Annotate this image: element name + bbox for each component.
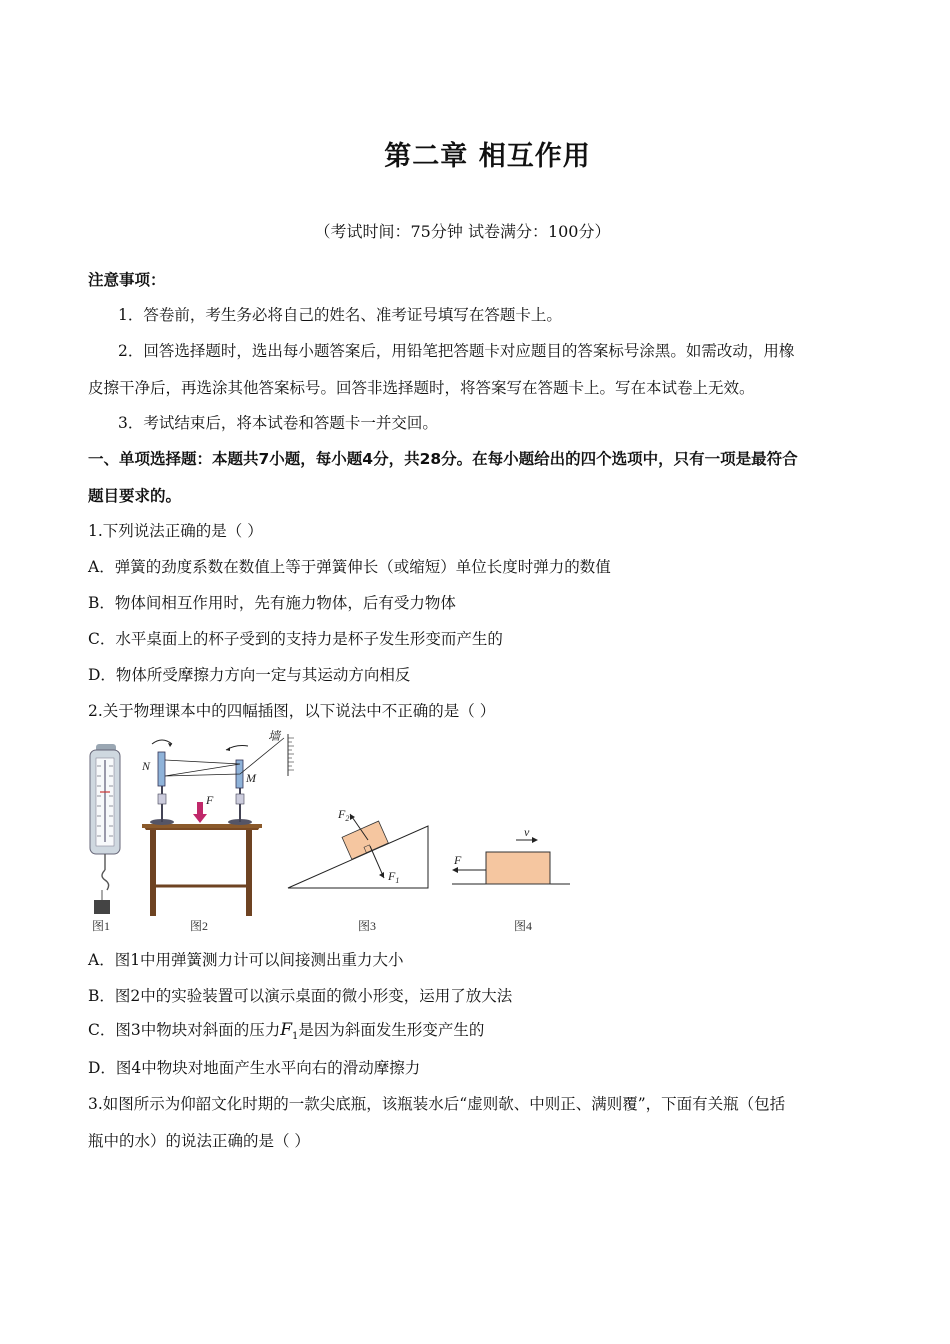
section-heading-line1: 一、单项选择题：本题共7小题，每小题4分，共28分。在每小题给出的四个选项中，只有一项是最符合 bbox=[88, 450, 798, 468]
figure-caption-3: 图3 bbox=[358, 919, 377, 933]
incline-drawing bbox=[288, 814, 428, 888]
exam-info: （考试时间：75分钟 试卷满分：100分） bbox=[314, 222, 611, 241]
q1-option-c: C．水平桌面上的杯子受到的支持力是杯子发生形变而产生的 bbox=[88, 630, 503, 648]
spring-scale-drawing bbox=[90, 744, 120, 914]
q2-stem: 2.关于物理课本中的四幅插图，以下说法中不正确的是（ ） bbox=[88, 702, 496, 720]
force-subscript: 1 bbox=[292, 1031, 299, 1043]
press-force-label: F bbox=[206, 793, 214, 807]
force-f2-label: $F_2$ bbox=[338, 807, 350, 823]
q2-option-c bbox=[88, 1018, 484, 1042]
notes-item-2a: 2．回答选择题时，选出每小题答案后，用铅笔把答题卡对应题目的答案标号涂黑。如需改动，用橡 bbox=[118, 342, 795, 360]
notes-heading: 注意事项： bbox=[88, 271, 166, 289]
mirror-m-label: M bbox=[246, 771, 256, 785]
q1-option-a: A．弹簧的劲度系数在数值上等于弹簧伸长（或缩短）单位长度时弹力的数值 bbox=[88, 558, 611, 576]
q3-stem-line1: 3.如图所示为仰韶文化时期的一款尖底瓶，该瓶装水后“虚则欹、中则正、满则覆”，下面有关瓶（包括 bbox=[88, 1095, 786, 1113]
friction-force-label: F bbox=[454, 853, 462, 867]
notes-item-1: 1．答卷前，考生务必将自己的姓名、准考证号填写在答题卡上。 bbox=[118, 306, 562, 324]
q2-option-a: A．图1中用弹簧测力计可以间接测出重力大小 bbox=[88, 951, 404, 969]
sliding-block-drawing bbox=[452, 837, 570, 884]
q1-option-b: B．物体间相互作用时，先有施力物体，后有受力物体 bbox=[88, 594, 456, 612]
page-title: 第二章 相互作用 bbox=[384, 141, 591, 172]
force-variable: F bbox=[280, 1020, 293, 1040]
section-heading-line2: 题目要求的。 bbox=[88, 487, 182, 505]
q1-option-d: D．物体所受摩擦力方向一定与其运动方向相反 bbox=[88, 666, 411, 684]
figure-caption-2: 图2 bbox=[190, 919, 209, 933]
figure-caption-1: 图1 bbox=[92, 919, 111, 933]
q1-stem: 1.下列说法正确的是（ ） bbox=[88, 522, 263, 540]
notes-item-3: 3．考试结束后，将本试卷和答题卡一并交回。 bbox=[118, 414, 438, 432]
q2-option-d: D．图4中物块对地面产生水平向右的滑动摩擦力 bbox=[88, 1059, 421, 1077]
notes-item-2b: 皮擦干净后，再选涂其他答案标号。回答非选择题时，将答案写在答题卡上。写在本试卷上无效。 bbox=[88, 379, 755, 397]
force-f1-label: $F_1$ bbox=[388, 869, 400, 885]
figure-caption-4: 图4 bbox=[514, 919, 533, 933]
q2-figure bbox=[86, 730, 586, 935]
q2-option-c-text: C．图3中物块对斜面的压力 bbox=[88, 1021, 281, 1039]
q2-option-c-tail: 是因为斜面发生形变产生的 bbox=[298, 1021, 485, 1039]
table-mirror-drawing bbox=[142, 734, 294, 916]
wall-label: 墙 bbox=[268, 730, 281, 743]
q2-option-b: B．图2中的实验装置可以演示桌面的微小形变，运用了放大法 bbox=[88, 987, 513, 1005]
mirror-n-label: N bbox=[142, 759, 151, 773]
q3-stem-line2: 瓶中的水）的说法正确的是（ ） bbox=[88, 1132, 310, 1150]
velocity-label: v bbox=[524, 825, 530, 839]
